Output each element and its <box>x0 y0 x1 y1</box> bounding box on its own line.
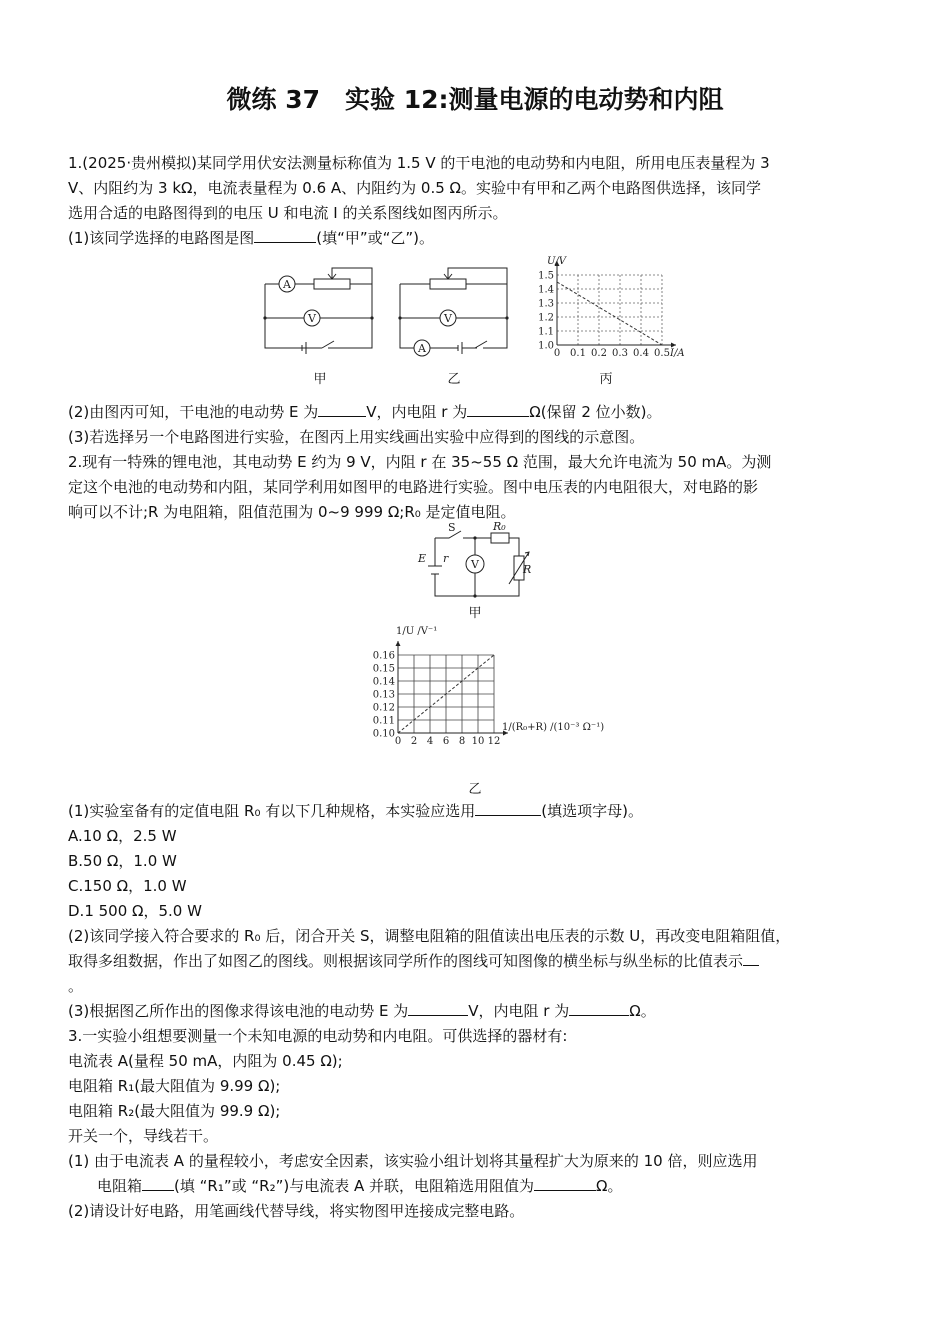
q3-item-switch: 开关一个，导线若干。 <box>68 1127 219 1145</box>
q1-part-1-end: (填“甲”或“乙”)。 <box>316 229 435 247</box>
q1-intro-line-1: 1.(2025·贵州模拟)某同学用伏安法测量标称值为 1.5 V 的干电池的电动势和内电阻，所用电压表量程为 3 <box>68 154 770 172</box>
x-tick-label: 10 <box>471 736 485 747</box>
x-tick-label: 0 <box>394 736 402 747</box>
y-tick-label: 1.4 <box>538 284 554 296</box>
y-tick-label: 0.16 <box>372 650 395 662</box>
q2-intro-line-1: 2.现有一特殊的锂电池，其电动势 E 约为 9 V，内阻 r 在 35~55 Ω 范围，最大允许电流为 50 mA。为测 <box>68 453 772 471</box>
q3-item-r1: 电阻箱 R₁(最大阻值为 9.99 Ω); <box>68 1077 281 1095</box>
q2-part-2-line-3: 。 <box>68 977 84 995</box>
q2-part-2-line-1: (2)该同学接入符合要求的 R₀ 后，闭合开关 S，调整电阻箱的阻值读出电压表的示数 U，再改变电阻箱阻值， <box>68 927 791 945</box>
y-tick-label: 1.2 <box>538 312 554 324</box>
y-tick-label: 1.3 <box>538 298 554 310</box>
q2-r-blank[interactable] <box>569 1001 629 1016</box>
q2-part-1 <box>68 801 898 821</box>
q1-chart-bing <box>525 250 695 365</box>
y-tick-label: 0.12 <box>372 702 395 714</box>
y-tick-label: 0.15 <box>372 663 395 675</box>
q2-part-2-line-2 <box>68 951 898 971</box>
y-tick-label: 0.13 <box>372 689 395 701</box>
q3-value-blank[interactable] <box>534 1176 596 1191</box>
rheostat <box>430 279 466 289</box>
q2-option-d: D.1 500 Ω，5.0 W <box>68 902 202 920</box>
q3-part-1-mid: (填 “R₁”或 “R₂”)与电流表 A 并联，电阻箱选用阻值为 <box>174 1177 535 1195</box>
q3-part-1-line-2 <box>97 1176 927 1196</box>
x-tick-label: 0.1 <box>570 348 586 359</box>
q2-intro-line-3: 响可以不计;R 为电阻箱，阻值范围为 0~9 999 Ω;R₀ 是定值电阻。 <box>68 503 516 521</box>
q2-intro-line-2: 定这个电池的电动势和内阻，某同学利用如图甲的电路进行实验。图中电压表的内电阻很大，对电路的影 <box>68 478 759 496</box>
q2-chart-yi <box>360 618 605 763</box>
svg-text:A: A <box>283 278 291 291</box>
x-tick-label: 2 <box>410 736 418 747</box>
x-tick-label: 8 <box>458 736 466 747</box>
q3-item-r2: 电阻箱 R₂(最大阻值为 99.9 Ω); <box>68 1102 281 1120</box>
svg-text:R₀: R₀ <box>493 520 506 533</box>
q1-caption-jia: 甲 <box>313 372 327 387</box>
x-tick-label: 0.4 <box>633 348 649 359</box>
x-tick-label: 0.5 <box>654 348 670 359</box>
q2-part-2-text: 取得多组数据，作出了如图乙的图线。则根据该同学所作的图线可知图像的横坐标与纵坐标的比值表示 <box>68 952 744 970</box>
x-tick-label: 6 <box>442 736 450 747</box>
q1-part-2-mid: V，内电阻 r 为 <box>366 403 468 421</box>
svg-text:V: V <box>308 312 316 325</box>
y-tick-label: 1.0 <box>538 340 554 352</box>
svg-text:r: r <box>443 552 449 565</box>
q1-circuit-yi <box>397 262 512 362</box>
y-tick-label: 1.5 <box>538 270 554 282</box>
q2-part-3-end: Ω。 <box>629 1002 656 1020</box>
series-line <box>557 282 662 345</box>
svg-text:R: R <box>523 563 532 576</box>
svg-text:E: E <box>418 552 427 565</box>
page-title: 微练 37 实验 12:测量电源的电动势和内阻 <box>226 85 724 114</box>
q3-part-2: (2)请设计好电路，用笔画线代替导线，将实物图甲连接成完整电路。 <box>68 1202 525 1220</box>
svg-text:A: A <box>418 342 426 355</box>
q1-emf-blank[interactable] <box>318 402 366 417</box>
q1-part-1-text: (1)该同学选择的电路图是图 <box>68 229 255 247</box>
y-tick-label: 0.14 <box>372 676 395 688</box>
q2-emf-blank[interactable] <box>408 1001 468 1016</box>
q3-part-1-end: Ω。 <box>596 1177 623 1195</box>
q1-caption-bing: 丙 <box>599 372 613 387</box>
x-tick-label: 0.2 <box>591 348 607 359</box>
rheostat <box>314 279 350 289</box>
q1-intro-line-3: 选用合适的电路图得到的电压 U 和电流 I 的关系图线如图丙所示。 <box>68 204 508 222</box>
x-tick-label: 0 <box>553 348 561 359</box>
q3-item-ammeter: 电流表 A(量程 50 mA，内阻为 0.45 Ω); <box>68 1052 343 1070</box>
y-axis-label: 1/U /V⁻¹ <box>396 626 438 637</box>
x-tick-label: 12 <box>487 736 501 747</box>
q1-r-blank[interactable] <box>467 402 529 417</box>
q1-part-2-text: (2)由图丙可知，干电池的电动势 E 为 <box>68 403 319 421</box>
y-tick-label: 0.11 <box>372 715 395 727</box>
x-tick-label: 0.3 <box>612 348 628 359</box>
q2-circuit-jia <box>415 522 535 602</box>
q2-part-3-text: (3)根据图乙所作出的图像求得该电池的电动势 E 为 <box>68 1002 409 1020</box>
svg-text:V: V <box>471 558 479 571</box>
q3-part-1-line-1: (1) 由于电流表 A 的量程较小，考虑安全因素，该实验小组计划将其量程扩大为原来的 10 倍，则应选用 <box>68 1152 758 1170</box>
q1-part-1-blank[interactable] <box>254 228 316 243</box>
q2-part-1-blank[interactable] <box>475 801 541 816</box>
svg-text:V: V <box>444 312 452 325</box>
x-axis-arrow <box>671 343 676 348</box>
q2-option-c: C.150 Ω，1.0 W <box>68 877 187 895</box>
q2-part-3-mid: V，内电阻 r 为 <box>468 1002 570 1020</box>
q2-option-b: B.50 Ω，1.0 W <box>68 852 177 870</box>
x-tick-label: 4 <box>426 736 434 747</box>
q2-part-3 <box>68 1001 898 1021</box>
q2-part-1-end: (填选项字母)。 <box>541 802 643 820</box>
x-axis-label: 1/(R₀+R) /(10⁻³ Ω⁻¹) <box>502 722 605 733</box>
q1-intro-line-2: V、内阻约为 3 kΩ，电流表量程为 0.6 A、内阻约为 0.5 Ω。实验中有甲和乙两个电路图供选择，该同学 <box>68 179 761 197</box>
q2-part-2-blank[interactable] <box>743 951 759 966</box>
q2-caption-jia: 甲 <box>468 606 482 621</box>
q3-intro: 3.一实验小组想要测量一个未知电源的电动势和内电阻。可供选择的器材有: <box>68 1027 568 1045</box>
q2-option-a: A.10 Ω，2.5 W <box>68 827 177 845</box>
q1-part-2 <box>68 402 898 422</box>
y-tick-label: 1.1 <box>538 326 554 338</box>
q1-part-1 <box>68 228 898 248</box>
y-axis-arrow <box>396 641 401 646</box>
y-axis-label: U/V <box>547 256 567 267</box>
q1-circuit-jia <box>262 262 377 362</box>
y-tick-label: 0.10 <box>372 728 395 740</box>
q2-part-1-text: (1)实验室备有的定值电阻 R₀ 有以下几种规格，本实验应选用 <box>68 802 476 820</box>
q1-part-3: (3)若选择另一个电路图进行实验，在图丙上用实线画出实验中应得到的图线的示意图。 <box>68 428 645 446</box>
x-axis-label: I/A <box>670 348 685 359</box>
svg-text:S: S <box>448 521 456 534</box>
q1-caption-yi: 乙 <box>447 372 461 387</box>
q3-part-1-text: 电阻箱 <box>97 1177 143 1195</box>
q3-box-blank[interactable] <box>142 1176 174 1191</box>
q1-part-2-end: Ω(保留 2 位小数)。 <box>529 403 662 421</box>
r0-resistor <box>491 533 509 543</box>
q2-caption-yi: 乙 <box>468 782 482 797</box>
